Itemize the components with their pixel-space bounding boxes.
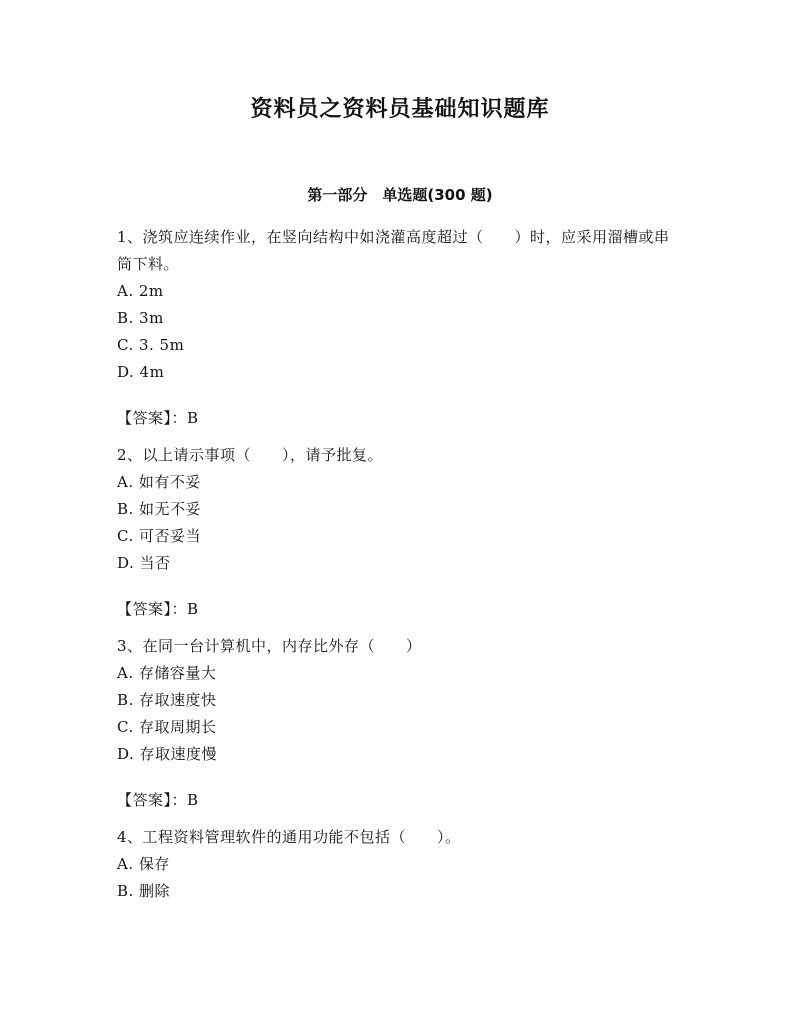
option-b: B. 3m bbox=[117, 309, 164, 327]
option-a: A. 如有不妥 bbox=[117, 473, 201, 491]
question-text: 1、浇筑应连续作业，在竖向结构中如浇灌高度超过（ ）时，应采用溜槽或串筒下料。 bbox=[117, 228, 670, 273]
question-3 bbox=[117, 633, 677, 814]
answer-label: 【答案】： bbox=[117, 600, 188, 618]
option-b: B. 删除 bbox=[117, 882, 171, 900]
question-text: 4、工程资料管理软件的通用功能不包括（ ）。 bbox=[117, 828, 461, 846]
option-d: D. 当否 bbox=[117, 554, 171, 572]
answer-label: 【答案】： bbox=[117, 791, 188, 809]
section-title: 第一部分 单选题(300 题) bbox=[307, 186, 493, 204]
answer-line bbox=[117, 596, 677, 623]
option-a: A. 保存 bbox=[117, 855, 170, 873]
option-d: D. 存取速度慢 bbox=[117, 745, 218, 763]
option-c: C. 3. 5m bbox=[117, 336, 185, 354]
question-2 bbox=[117, 442, 677, 623]
question-text: 2、以上请示事项（ ），请予批复。 bbox=[117, 446, 384, 464]
question-1 bbox=[117, 224, 677, 432]
option-b: B. 存取速度快 bbox=[117, 691, 217, 709]
question-4 bbox=[117, 824, 677, 905]
answer-line bbox=[117, 405, 677, 432]
question-text: 3、在同一台计算机中，内存比外存（ ） bbox=[117, 637, 422, 655]
answer-value: B bbox=[187, 600, 199, 618]
option-c: C. 存取周期长 bbox=[117, 718, 217, 736]
question-list bbox=[117, 224, 677, 905]
answer-value: B bbox=[187, 791, 199, 809]
option-a: A. 存储容量大 bbox=[117, 664, 217, 682]
option-b: B. 如无不妥 bbox=[117, 500, 202, 518]
option-d: D. 4m bbox=[117, 363, 165, 381]
option-a: A. 2m bbox=[117, 282, 164, 300]
option-c: C. 可否妥当 bbox=[117, 527, 201, 545]
document-title: 资料员之资料员基础知识题库 bbox=[250, 97, 550, 122]
answer-value: B bbox=[187, 409, 199, 427]
answer-label: 【答案】： bbox=[117, 409, 188, 427]
answer-line bbox=[117, 787, 677, 814]
